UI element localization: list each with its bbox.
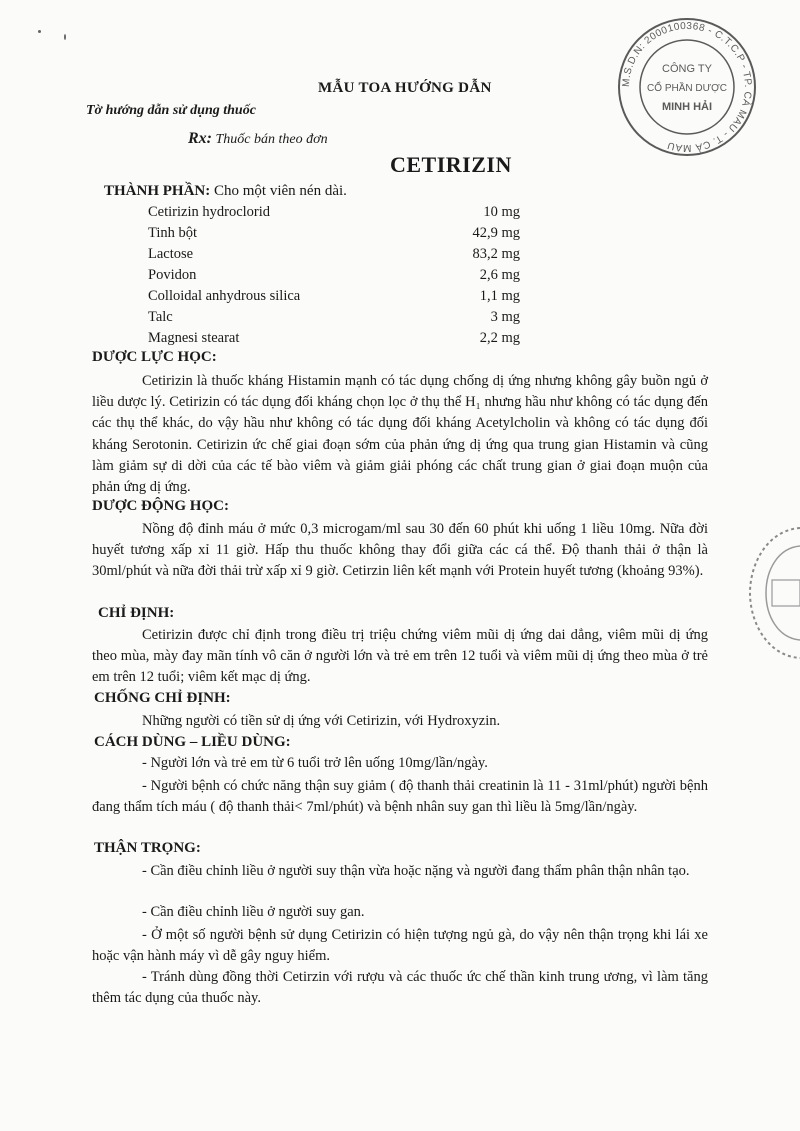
ingredient-qty: 2,6 mg [479,267,520,283]
pharmacokinetics-text [92,519,708,583]
ingredient-qty: 42,9 mg [472,225,520,241]
precaution-item [92,925,708,967]
rx-label: Rx: [188,130,212,147]
ingredient-name: Cetirizin hydroclorid [148,204,271,220]
ingredient-qty: 2,2 mg [479,330,520,346]
ingredient-row [148,267,520,288]
composition-intro: Cho một viên nén dài. [214,183,347,199]
dosage-heading: CÁCH DÙNG – LIỀU DÙNG: [94,734,291,750]
stamp-ring-text: M.S.D.N: 2000100368 - C.T.C.P - TP. CÀ MAU - T. CÀ MAU [620,20,754,154]
ingredient-qty: 1,1 mg [479,288,520,304]
contraindications-text: Những người có tiền sử dị ứng với Cetirizin, với Hydroxyzin. [142,713,501,729]
drug-name: CETIRIZIN [390,152,512,177]
ingredient-name: Magnesi stearat [148,330,240,346]
indications-body: Cetirizin được chỉ định trong điều trị triệu chứng viêm mũi dị ứng dai dẳng, viêm mũi dị ứng theo mùa, mày đay mãn tính vô căn ở người lớn và trẻ em trên 12 tuổi và viêm mũi dị ứng theo mùa ở trẻ em trên 12 tuổi; viêm kết mạc dị ứng. [92,627,708,686]
ingredient-name: Lactose [148,246,194,262]
dosage-item-body: - Người bệnh có chức năng thận suy giảm ( độ thanh thải creatinin là 11 - 31ml/phút) người bệnh đang thẩm tích máu ( độ thanh thải< 7ml/phút) và bệnh nhân suy gan thì liều là 5mg/lần/ngày. [92,778,708,816]
precaution-item-body: - Ở một số người bệnh sử dụng Cetirizin có hiện tượng ngủ gà, do vậy nên thận trọng khi lái xe hoặc vận hành máy vì dễ gây nguy hiểm. [92,927,708,965]
precaution-item [92,861,708,882]
ingredient-row [148,246,520,267]
stamp-line-1: CÔNG TY [662,63,712,75]
ingredient-row [148,204,520,225]
company-stamp [614,14,760,160]
stamp-line-3: MINH HẢI [661,101,713,113]
ingredient-qty: 3 mg [490,309,520,325]
precaution-item-body: - Cần điều chỉnh liều ở người suy thận vừa hoặc nặng và người đang thẩm phân thận nhân tạo. [142,863,690,879]
ingredient-row [148,225,520,246]
ingredient-row [148,288,520,309]
pharmacodynamics-body: Cetirizin là thuốc kháng Histamin mạnh có tác dụng chống dị ứng nhưng không gây buồn ngủ ở liều dược lý. Cetirizin có tác dụng đối kháng chọn lọc ở thụ thể H₁ nhưng hầu như không có tác dụng đến các thụ thể khác, do vậy hầu như không có tác dụng đối kháng Acetylcholin và không có tác dụng đối kháng Serotonin. Cetirizin ức chế giai đoạn sớm của phản ứng dị ứng qua trung gian Histamin và cũng làm giảm sự di dời của các tế bào viêm và giảm giải phóng các chất trung gian ở giai đoạn muộn của phản ứng dị ứng. [92,373,708,496]
contraindications-heading: CHỐNG CHỈ ĐỊNH: [94,690,231,706]
precaution-item: - Cần điều chỉnh liều ở người suy gan. [142,904,365,920]
ingredient-row [148,330,520,351]
indications-heading: CHỈ ĐỊNH: [98,605,175,621]
rx-line [188,130,328,148]
pharmacodynamics-text [92,371,708,498]
ingredient-qty: 83,2 mg [472,246,520,262]
pharmacokinetics-heading: DƯỢC ĐỘNG HỌC: [92,498,229,514]
precaution-item-body: - Tránh dùng đồng thời Cetirzin với rượu và các thuốc ức chế thần kinh trung ương, vì làm tăng thêm tác dụng của thuốc này. [92,969,708,1007]
stamp-line-2: CỔ PHẦN DƯỢC [647,83,727,94]
composition-section [104,183,347,200]
indications-text [92,625,708,689]
ingredient-name: Talc [148,309,173,325]
ingredient-name: Colloidal anhydrous silica [148,288,301,304]
composition-heading: THÀNH PHẦN: [104,183,211,199]
dosage-item [92,776,708,818]
pharmacokinetics-body: Nồng độ đỉnh máu ở mức 0,3 microgam/ml sau 30 đến 60 phút khi uống 1 liều 10mg. Nữa đời huyết tương xấp xỉ 11 giờ. Hấp thu thuốc không thay đổi giữa các cá thể. Độ thanh thải ở thận là 30ml/phút và nữa đời thải trừ xấp xỉ 9 giờ. Cetirzin liên kết mạnh với Protein huyết tương (khoảng 93%). [92,521,708,580]
ingredient-qty: 10 mg [483,204,520,220]
ingredient-row [148,309,520,330]
partial-seal-mark [728,518,800,668]
precautions-heading: THẬN TRỌNG: [94,840,201,856]
precaution-item [92,967,708,1009]
scan-speck [38,30,41,33]
rx-text: Thuốc bán theo đơn [215,132,328,147]
dosage-item: - Người lớn và trẻ em từ 6 tuổi trở lên uống 10mg/lần/ngày. [142,755,488,771]
ingredient-name: Tinh bột [148,225,198,241]
document-subtitle: Tờ hướng dẫn sử dụng thuốc [86,103,256,118]
ingredient-name: Povidon [148,267,197,283]
document-title: MẪU TOA HƯỚNG DẪN [318,80,492,96]
pharmacodynamics-heading: DƯỢC LỰC HỌC: [92,349,217,365]
scan-speck [64,34,66,40]
